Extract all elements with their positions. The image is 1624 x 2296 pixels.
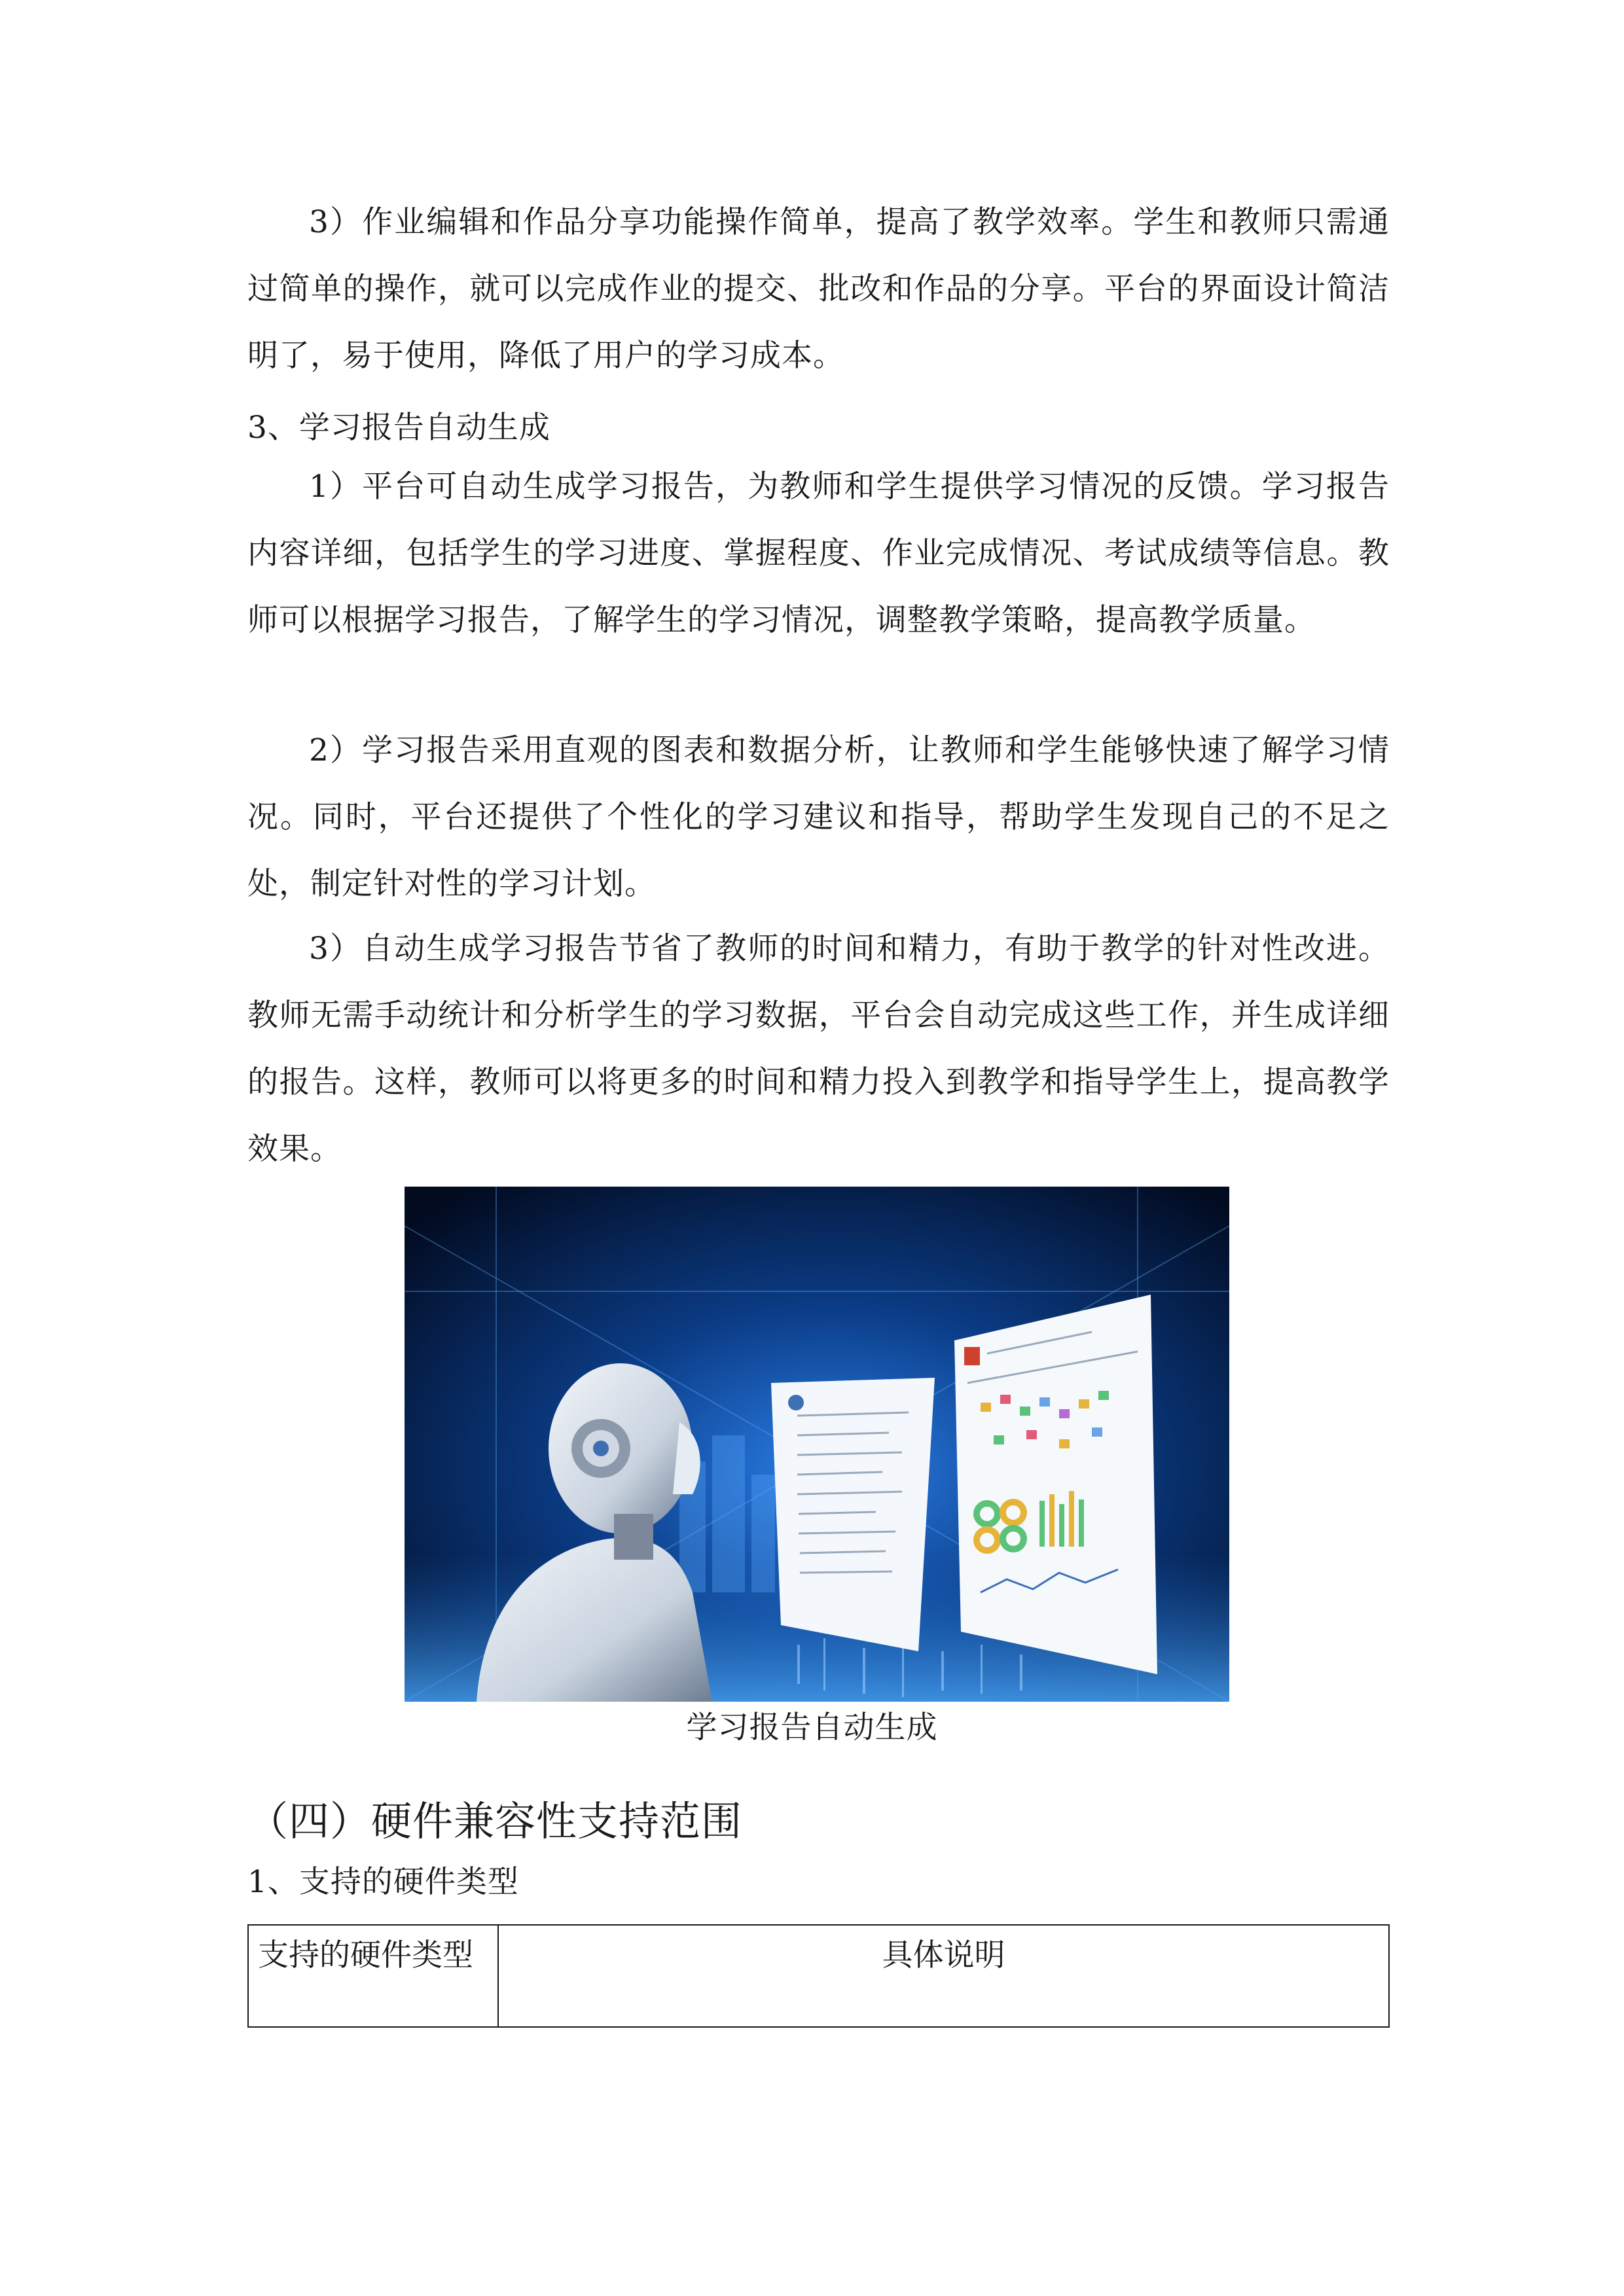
table-header-hardware-type: 支持的硬件类型 xyxy=(248,1925,498,2027)
paragraph-report-charts: 2）学习报告采用直观的图表和数据分析，让教师和学生能够快速了解学习情况。同时，平台还提供了个性化的学习建议和指导，帮助学生发现自己的不足之处，制定针对性的学习计划。 xyxy=(247,732,1390,902)
paragraph-homework-editing: 3）作业编辑和作品分享功能操作简单，提高了教学效率。学生和教师只需通过简单的操作，就可以完成作业的提交、批改和作品的分享。平台的界面设计简洁明了，易于使用，降低了用户的学习成本。 xyxy=(247,204,1390,374)
table-header-row xyxy=(248,1925,1389,2027)
table-header-description: 具体说明 xyxy=(498,1925,1389,2027)
report-panel-left xyxy=(771,1378,935,1651)
paragraph-report-generation: 1）平台可自动生成学习报告，为教师和学生提供学习情况的反馈。学习报告内容详细，包括学生的学习进度、掌握程度、作业完成情况、考试成绩等信息。教师可以根据学习报告，了解学生的学习情况，调整教学策略，提高教学质量。 xyxy=(247,469,1390,638)
robot-report-illustration xyxy=(405,1187,1229,1702)
paragraph-report-saves-time: 3）自动生成学习报告节省了教师的时间和精力，有助于教学的针对性改进。教师无需手动统计和分析学生的学习数据，平台会自动完成这些工作，并生成详细的报告。这样，教师可以将更多的时间和精力投入到教学和指导学生上，提高教学效果。 xyxy=(247,931,1390,1167)
section-4-subtitle: 1、支持的硬件类型 xyxy=(247,1864,519,1900)
report-panel-right xyxy=(954,1295,1157,1674)
figure-caption: 学习报告自动生成 xyxy=(686,1710,938,1746)
hardware-support-table xyxy=(247,1924,1390,2028)
section-3-title: 3、学习报告自动生成 xyxy=(247,410,550,446)
figure-robot-report-image xyxy=(405,1187,1229,1702)
section-4-title: （四）硬件兼容性支持范围 xyxy=(247,1797,743,1845)
